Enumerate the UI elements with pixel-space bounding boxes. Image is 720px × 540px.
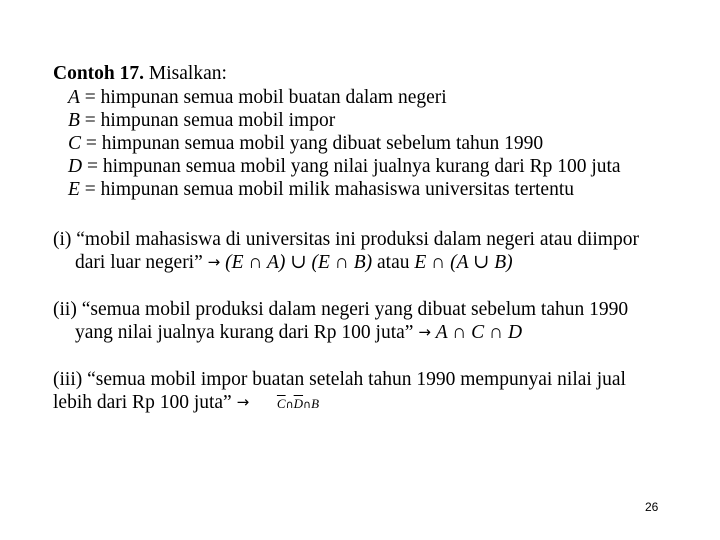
- set-symbol: E: [68, 179, 80, 200]
- definition-b: [68, 110, 335, 132]
- item-ii-line1: (ii) “semua mobil produksi dalam negeri yang dibuat sebelum tahun 1990: [53, 299, 629, 320]
- set-b: B: [311, 396, 320, 411]
- item-i-line2: [75, 252, 513, 274]
- item-i-line1: (i) “mobil mahasiswa di universitas ini produksi dalam negeri atau diimpor: [53, 229, 639, 250]
- example-heading: [53, 63, 227, 85]
- complement-c: $\overline{C}$: [276, 396, 286, 411]
- item-ii-line2: [75, 322, 522, 344]
- item-i-expression-2: E ∩ (A ∪ B): [414, 252, 513, 273]
- definition-text: = himpunan semua mobil milik mahasiswa universitas tertentu: [84, 179, 575, 200]
- set-symbol: C: [68, 133, 82, 154]
- page-number: 26: [645, 500, 659, 514]
- example-intro: Misalkan:: [148, 63, 227, 84]
- definition-e: [68, 179, 574, 201]
- definition-c: [68, 133, 543, 155]
- item-i-quote-end: dari luar negeri”: [75, 252, 203, 273]
- right-arrow-icon: →: [207, 253, 221, 271]
- item-ii-expression: A ∩ C ∩ D: [435, 322, 523, 343]
- definition-text: = himpunan semua mobil yang dibuat sebelum tahun 1990: [85, 133, 544, 154]
- set-symbol: A: [68, 87, 80, 108]
- item-ii-quote-end: yang nilai jualnya kurang dari Rp 100 juta”: [75, 322, 414, 343]
- definition-text: = himpunan semua mobil impor: [84, 110, 336, 131]
- example-label: Contoh 17.: [53, 63, 145, 84]
- item-i-expression-1: (E ∩ A) ∪ (E ∩ B): [225, 252, 373, 273]
- right-arrow-icon: →: [236, 393, 250, 411]
- definition-text: = himpunan semua mobil buatan dalam negeri: [84, 87, 447, 108]
- item-iii-line1: (iii) “semua mobil impor buatan setelah tahun 1990 mempunyai nilai jual: [53, 369, 626, 390]
- item-iii-quote-end: lebih dari Rp 100 juta”: [53, 392, 232, 413]
- definition-text: = himpunan semua mobil yang nilai jualnya kurang dari Rp 100 juta: [86, 156, 621, 177]
- set-symbol: D: [68, 156, 83, 177]
- set-symbol: B: [68, 110, 80, 131]
- item-i-conjunction: atau: [377, 252, 410, 273]
- definition-d: [68, 156, 621, 178]
- right-arrow-icon: →: [418, 323, 431, 341]
- item-iii-line2: lebih dari Rp 100 juta” → $\overline{C}\cap\overline{D}\cap B$: [53, 392, 320, 413]
- definition-a: [68, 87, 447, 109]
- complement-d: $\overline{D}$: [293, 396, 304, 411]
